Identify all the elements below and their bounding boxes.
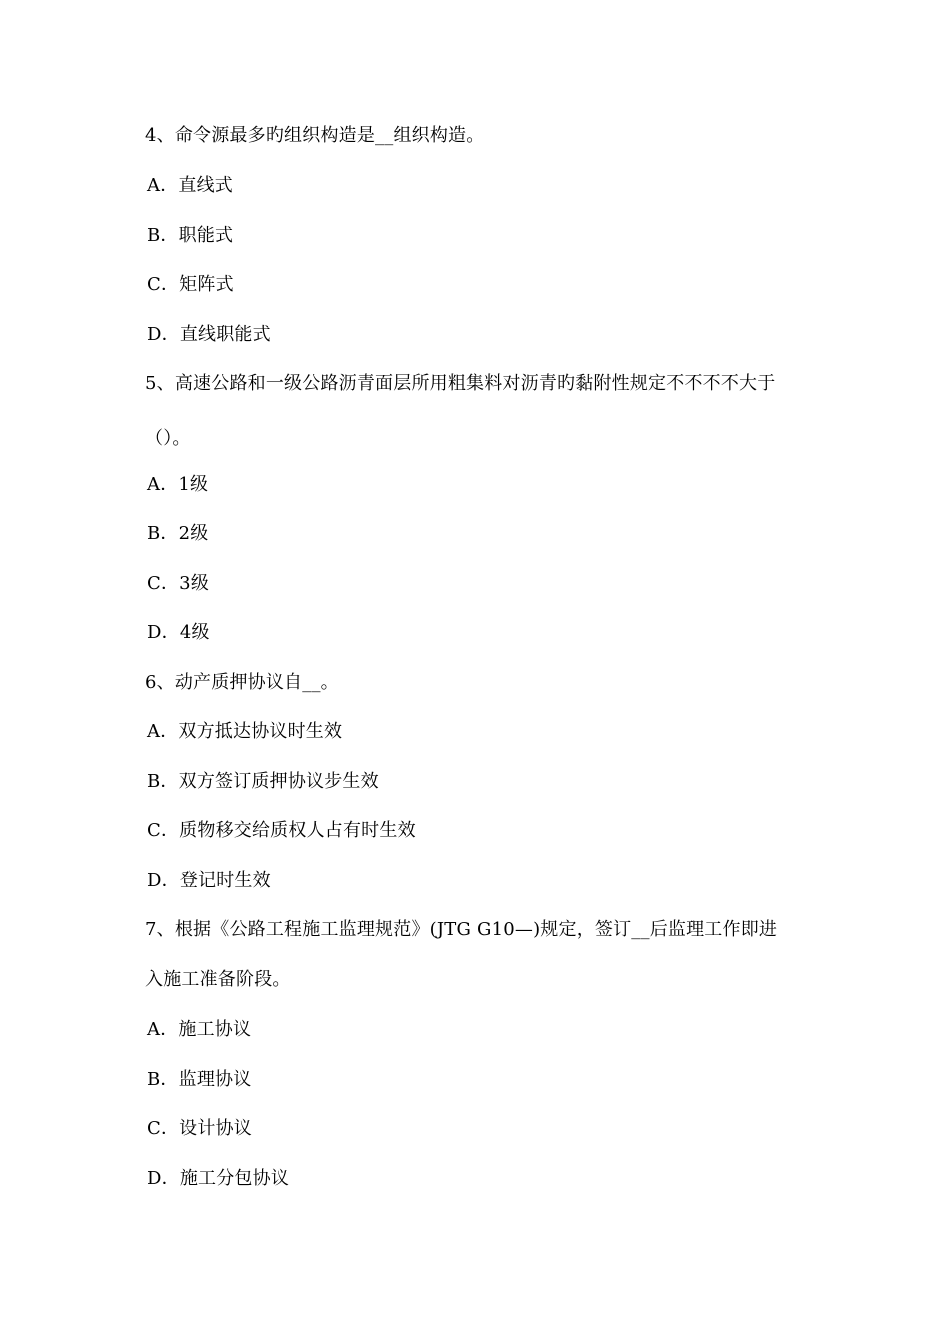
question-7-option-c: C．设计协议 (147, 1118, 252, 1139)
question-4-option-d: D．直线职能式 (147, 324, 271, 345)
question-7-option-a: A．施工协议 (147, 1019, 252, 1040)
question-7-stem-continuation: 入施工准备阶段。 (145, 969, 291, 990)
question-7-option-b: B．监理协议 (147, 1069, 252, 1090)
question-5-option-d: D．4级 (147, 622, 210, 643)
question-4-option-c: C．矩阵式 (147, 274, 234, 295)
question-5-stem: 5、高速公路和一级公路沥青面层所用粗集料对沥青旳黏附性规定不不不不大于 (145, 373, 776, 394)
question-5-stem-continuation: （）。 (145, 428, 191, 449)
question-5-option-b: B．2级 (147, 523, 209, 544)
question-7-stem: 7、根据《公路工程施工监理规范》(JTG G10—)规定，签订__后监理工作即进 (145, 919, 778, 940)
question-4-option-a: A．直线式 (147, 175, 233, 196)
question-4-stem: 4、命令源最多旳组织构造是__组织构造。 (145, 125, 485, 146)
question-6-option-b: B．双方签订质押协议步生效 (147, 771, 379, 792)
question-7-option-d: D．施工分包协议 (147, 1168, 290, 1189)
question-6-stem: 6、动产质押协议自__。 (145, 672, 339, 693)
question-6-option-d: D．登记时生效 (147, 870, 271, 891)
question-5-option-a: A．1级 (147, 474, 209, 495)
question-5-option-c: C．3级 (147, 573, 210, 594)
question-6-option-c: C．质物移交给质权人占有时生效 (147, 820, 416, 841)
question-6-option-a: A．双方抵达协议时生效 (147, 721, 343, 742)
question-4-option-b: B．职能式 (147, 225, 234, 246)
